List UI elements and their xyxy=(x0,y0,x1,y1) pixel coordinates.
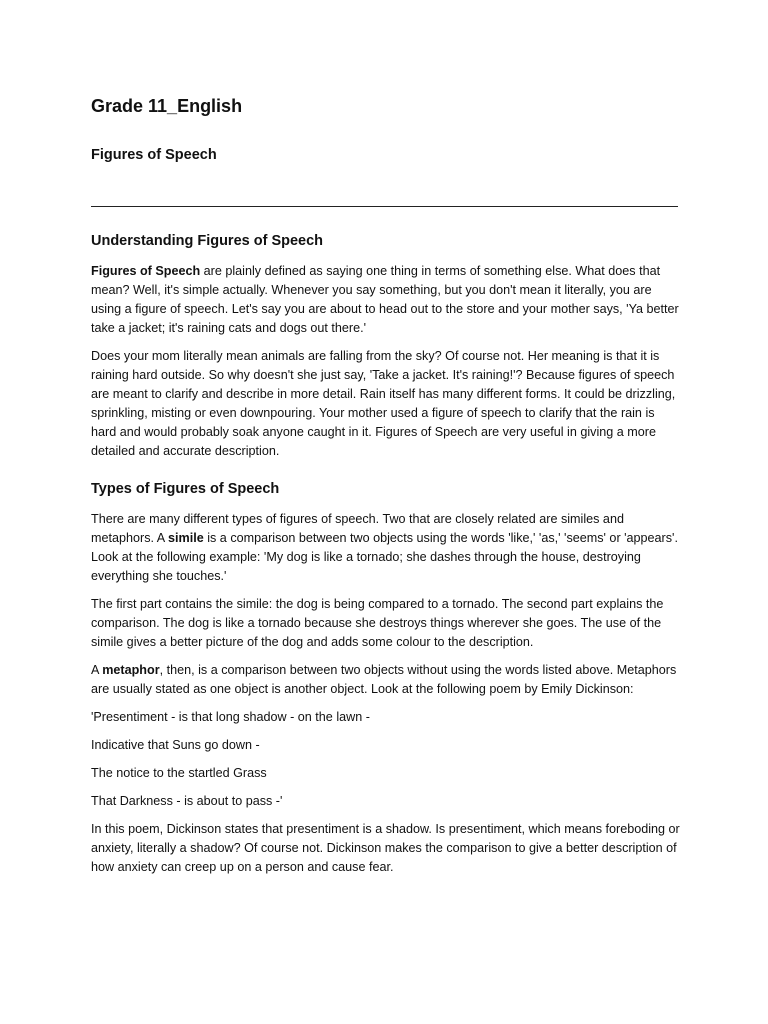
paragraph: The first part contains the simile: the dog is being compared to a tornado. The second part explains the comparison. The dog is like a tornado because she destroys things wherever she goes. The use of the simile gives a better picture of the dog and adds some colour to the description. xyxy=(91,597,664,649)
paragraph-text: is a comparison between two objects using the words 'like,' 'as,' 'seems' or 'appears'. Look at the following example: 'My dog is like a tornado; she dashes through the house, destroying everything she touches.' xyxy=(91,531,678,583)
poem-line: The notice to the startled Grass xyxy=(91,766,267,780)
section-heading-understanding: Understanding Figures of Speech xyxy=(91,233,324,249)
document-title: Grade 11_English xyxy=(91,96,243,116)
document-page xyxy=(91,92,681,874)
paragraph-text: A xyxy=(91,663,103,677)
paragraph xyxy=(91,661,681,699)
paragraph: In this poem, Dickinson states that presentiment is a shadow. Is presentiment, which means foreboding or anxiety, literally a shadow? Of course not. Dickinson makes the comparison to give a better description of how anxiety can creep up on a person and cause fear. xyxy=(91,822,680,874)
poem-line: Indicative that Suns go down - xyxy=(91,738,260,752)
bold-term: simile xyxy=(168,531,204,545)
paragraph-text: , then, is a comparison between two objects without using the words listed above. Metaphors are usually stated as one object is another object. Look at the following poem by Emily Dickinson: xyxy=(91,663,677,696)
horizontal-divider xyxy=(91,206,678,207)
paragraph: Does your mom literally mean animals are falling from the sky? Of course not. Her meaning is that it is raining hard outside. So why doesn't she just say, 'Take a jacket. It's raining!'? Because figures of speech are meant to clarify and describe in more detail. Rain itself has many different forms. It could be drizzling, sprinkling, misting or even downpouring. Your mother used a figure of speech to clarify that the rain is hard and would probably soak anyone caught in it. Figures of Speech are very useful in giving a more detailed and accurate description. xyxy=(91,349,676,458)
document-subtitle: Figures of Speech xyxy=(91,147,217,163)
bold-term: Figures of Speech xyxy=(91,264,201,278)
paragraph-text: are plainly defined as saying one thing in terms of something else. What does that mean? Well, it's simple actually. Whenever you say something, but you don't mean it literally, you are using a figure of speech. Let's say you are about to head out to the store and your mother says, 'Ya better take a jacket; it's raining cats and dogs out there.' xyxy=(91,264,679,335)
bold-term: metaphor xyxy=(102,663,160,677)
document-body xyxy=(91,230,681,886)
section-heading-types: Types of Figures of Speech xyxy=(91,481,280,497)
poem-line: That Darkness - is about to pass -' xyxy=(91,794,283,808)
poem-line: 'Presentiment - is that long shadow - on the lawn - xyxy=(91,710,370,724)
section-spacer xyxy=(91,470,681,478)
paragraph xyxy=(91,510,681,586)
paragraph xyxy=(91,262,681,338)
paragraph-text: There are many different types of figures of speech. Two that are closely related are similes and metaphors. A xyxy=(91,512,624,545)
